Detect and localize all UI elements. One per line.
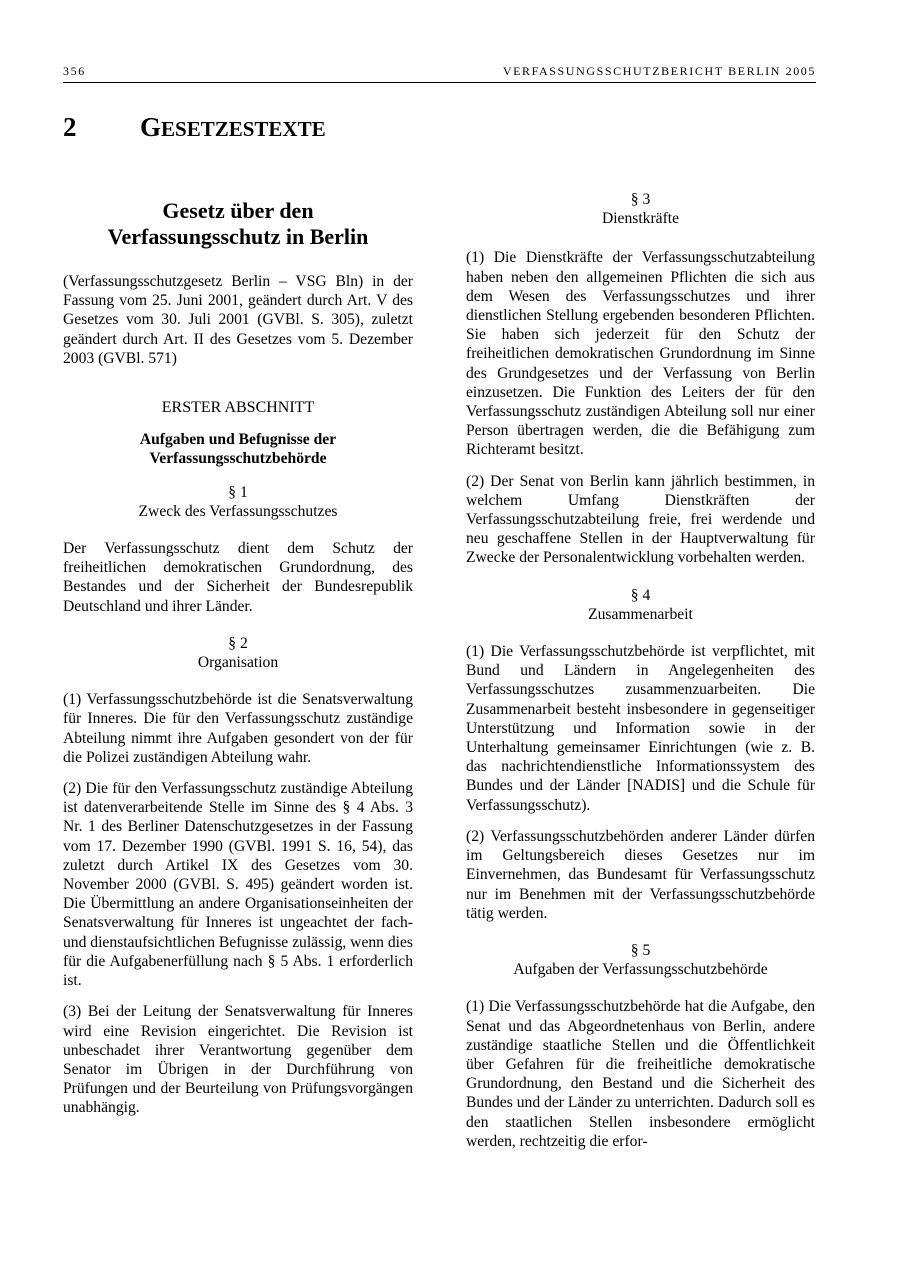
law-title [63,198,413,250]
section-2-number: § 2 [228,634,248,652]
section-2-title: Organisation [197,654,279,672]
section-3-paragraph-1: (1) Die Dienstkräfte der Verfassungsschutzabteilung haben neben den allgemeinen Pflichten die sich aus dem Wesen des Verfassungsschutzes und ihrer dienstlichen Stellung ergebenden besonderen Pflichten. Sie haben sich jederzeit für den Schutz der freiheitlichen demokratischen Grundordnung im Sinne des Grundgesetzes und der Verfassung von Berlin einzusetzen. Die Funktion des Leiters der für den Verfassungsschutz zuständigen Abteilung soll nur einer Person übertragen werden, die die Befähigung zum Richteramt besitzt. [466,249,815,459]
section-5-paragraph-1: (1) Die Verfassungsschutzbehörde hat die Aufgabe, den Senat und das Abgeordnetenhaus von Berlin, andere zuständige staatliche Stellen und die Öffentlichkeit über Gefahren für die freiheitliche demokratische Grundordnung, den Bestand und die Sicherheit des Bundes und der Länder zu unterrichten. Dadurch soll es den staatlichen Stellen insbesondere ermöglicht werden, rechtzeitig die erfor- [466,998,815,1150]
page-number: 356 [63,64,86,78]
law-title-line-1: Gesetz über den [162,198,314,223]
section-5-number: § 5 [630,941,651,959]
law-title-line-2: Verfassungsschutz in Berlin [107,224,369,249]
running-header [63,62,816,83]
section-1-number: § 1 [228,483,248,501]
section-5-title: Aufgaben der Verfassungsschutzbehörde [513,961,768,979]
section-4-number: § 4 [630,586,651,604]
section-2-paragraph-1: (1) Verfassungsschutzbehörde ist die Senatsverwaltung für Inneres. Die für den Verfassungsschutz zuständige Abteilung nimmt ihre Aufgaben gesondert von der für die Polizei zuständigen Abteilung wahr. [63,691,413,766]
section-3-paragraph-2: (2) Der Senat von Berlin kann jährlich bestimmen, in welchem Umfang Dienstkräften der Verfassungsschutzabteilung freie, frei werdende und neu geschaffene Stellen in der Hauptverwaltung für Zwecke der Personalentwicklung vorbehalten werden. [466,472,815,567]
section-2-paragraph-3: (3) Bei der Leitung der Senatsverwaltung für Inneres wird eine Revision eingerichtet. Die Revision ist unbeschadet ihrer Verantwortung gegenüber dem Senator im Übrigen in der Durchführung von Prüfungen und der Beurteilung von Prüfungsvorgängen unabhängig. [63,1003,413,1117]
chapter-heading [63,112,326,143]
right-column [466,190,815,1151]
chapter-title-rest: ESETZESTEXTE [161,117,326,141]
section-1-title: Zweck des Verfassungsschutzes [138,502,338,520]
section-1-paragraph-1: Der Verfassungsschutz dient dem Schutz der freiheitlichen demokratischen Grundordnung, des Bestandes und der Sicherheit der Bundesrepublik Deutschland und ihrer Länder. [63,540,413,615]
section-2-paragraph-2: (2) Die für den Verfassungsschutz zuständige Abteilung ist datenverarbeitende Stelle im Sinne des § 4 Abs. 3 Nr. 1 des Berliner Datenschutzgesetzes in der Fassung vom 17. Dezember 1990 (GVBl. 1991 S. 16, 54), das zuletzt durch Artikel IX des Gesetzes vom 30. November 2000 (GVBl. S. 495) geändert worden ist. Die Übermittlung an andere Organisationseinheiten der Senatsverwaltung für Inneres ist ungeachtet der fach- und dienstaufsichtlichen Befugnisse zulässig, wenn dies für die Aufgabenerfüllung nach § 5 Abs. 1 erforderlich ist. [63,780,413,990]
abschnitt-label: ERSTER ABSCHNITT [161,399,315,417]
chapter-number: 2 [63,112,77,142]
section-4-title: Zusammenarbeit [588,605,693,623]
section-4-paragraph-1: (1) Die Verfassungsschutzbehörde ist verpflichtet, mit Bund und Ländern in Angelegenheiten des Verfassungsschutzes zusammenzuarbeiten. Die Zusammenarbeit besteht insbesondere in gegenseitiger Unterstützung und Information sowie in der Unterhaltung gemeinsamer Einrichtungen (wie z. B. das nachrichtendienstliche Informationssystem des Bundes und der Länder [NADIS] und die Schule für Verfassungsschutz). [466,643,815,814]
section-3-number: § 3 [630,191,651,208]
chapter-title-initial: G [140,112,162,142]
section-3-title: Dienstkräfte [601,210,680,228]
left-column [63,198,413,1118]
section-4-paragraph-2: (2) Verfassungsschutzbehörden anderer Länder dürfen im Geltungsbereich dieses Gesetzes nur im Einvernehmen, das Bundesamt für Verfassungsschutz nur im Benehmen mit der Verfassungsschutzbehörde tätig werden. [466,827,815,922]
abschnitt-title-line-1: Aufgaben und Befugnisse der [139,431,337,449]
running-title: VERFASSUNGSSCHUTZBERICHT BERLIN 2005 [502,64,816,78]
abschnitt-title-line-2: Verfassungsschutzbehörde [149,450,327,468]
law-preamble: (Verfassungsschutzgesetz Berlin – VSG Bln) in der Fassung vom 25. Juni 2001, geändert durch Art. V des Gesetzes vom 30. Juli 2001 (GVBl. S. 305), zuletzt geändert durch Art. II des Gesetzes vom 5. Dezember 2003 (GVBl. 571) [63,273,413,367]
